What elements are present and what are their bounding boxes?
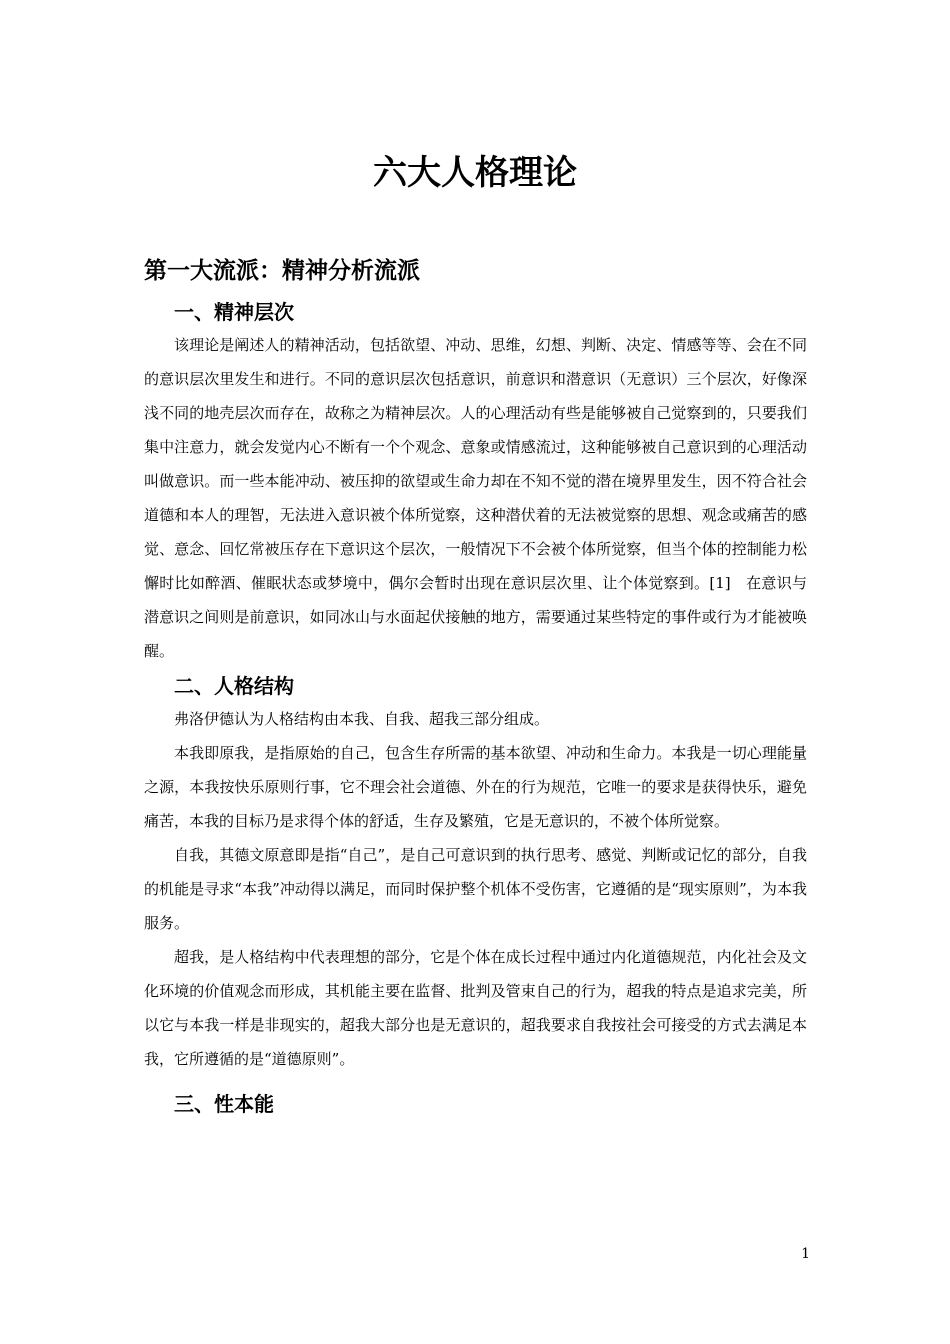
document-body <box>144 296 807 1120</box>
paragraph: 本我即原我，是指原始的自己，包含生存所需的基本欲望、冲动和生命力。本我是一切心理能量之源，本我按快乐原则行事，它不理会社会道德、外在的行为规范，它唯一的要求是获得快乐，避免痛苦，本我的目标乃是求得个体的舒适，生存及繁殖，它是无意识的，不被个体所觉察。 <box>144 744 807 830</box>
subsection-heading-1: 一、精神层次 <box>174 300 294 324</box>
paragraph: 自我，其德文原意即是指“自己”，是自己可意识到的执行思考、感觉、判断或记忆的部分，自我的机能是寻求“本我”冲动得以满足，而同时保护整个机体不受伤害，它遵循的是“现实原则”，为本我服务。 <box>144 846 807 932</box>
subsection-heading-2: 二、人格结构 <box>174 674 294 698</box>
page-number: 1 <box>801 1246 810 1262</box>
paragraph: 该理论是阐述人的精神活动，包括欲望、冲动、思维，幻想、判断、决定、情感等等、会在不同的意识层次里发生和进行。不同的意识层次包括意识，前意识和潜意识（无意识）三个层次，好像深浅不同的地壳层次而存在，故称之为精神层次。人的心理活动有些是能够被自己觉察到的，只要我们集中注意力，就会发觉内心不断有一个个观念、意象或情感流过，这种能够被自己意识到的心理活动叫做意识。而一些本能冲动、被压抑的欲望或生命力却在不知不觉的潜在境界里发生，因不符合社会道德和本人的理智，无法进入意识被个体所觉察，这种潜伏着的无法被觉察的思想、观念或痛苦的感觉、意念、回忆常被压存在下意识这个层次，一般情况下不会被个体所觉察，但当个体的控制能力松懈时比如醉酒、催眠状态或梦境中，偶尔会暂时出现在意识层次里、让个体觉察到。[1] 在意识与潜意识之间则是前意识，如同冰山与水面起伏接触的地方，需要通过某些特定的事件或行为才能被唤醒。 <box>144 336 807 660</box>
paragraph: 超我，是人格结构中代表理想的部分，它是个体在成长过程中通过内化道德规范，内化社会及文化环境的价值观念而形成，其机能主要在监督、批判及管束自己的行为，超我的特点是追求完美，所以它与本我一样是非现实的，超我大部分也是无意识的，超我要求自我按社会可接受的方式去满足本我，它所遵循的是“道德原则”。 <box>144 948 807 1068</box>
document-title: 六大人格理论 <box>373 153 577 193</box>
paragraph: 弗洛伊德认为人格结构由本我、自我、超我三部分组成。 <box>174 710 550 728</box>
section-title: 第一大流派：精神分析流派 <box>144 258 420 284</box>
subsection-heading-3: 三、性本能 <box>174 1092 274 1116</box>
